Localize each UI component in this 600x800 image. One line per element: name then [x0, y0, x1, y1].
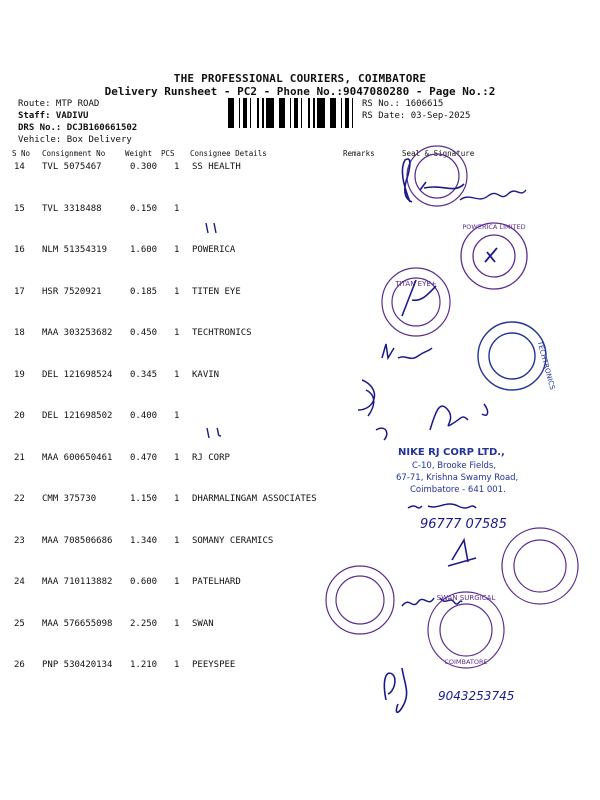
- row-pcs: 1: [174, 286, 180, 297]
- row-consignment: MAA 303253682: [42, 328, 113, 338]
- row-sno: 15: [14, 203, 25, 214]
- row-consignment: MAA 710113882: [42, 577, 113, 587]
- barcode-bar: [352, 98, 353, 128]
- row-consignment: NLM 51354319: [42, 245, 108, 255]
- barcode-bar: [250, 98, 251, 128]
- row-consignment: PNP 530420134: [42, 660, 113, 670]
- row-weight: 0.150: [130, 203, 158, 214]
- row-details: PATELHARD: [192, 577, 241, 587]
- row-sno: 14: [14, 162, 25, 172]
- row-details: TITEN EYE: [192, 286, 241, 297]
- staff-label: Staff: VADIVU: [18, 111, 89, 121]
- signature-row14b: [460, 190, 526, 200]
- barcode-bar: [271, 98, 274, 128]
- row-weight: 1.600: [130, 245, 158, 255]
- col-remarks: Remarks: [343, 149, 375, 158]
- row-sno: 18: [14, 328, 25, 338]
- row-sno: 22: [14, 494, 25, 504]
- barcode-bar: [269, 98, 271, 128]
- col-seal: Seal & Signature: [402, 149, 475, 158]
- barcode-bar: [317, 98, 320, 128]
- row-weight: 0.345: [130, 369, 158, 380]
- col-sno: S No: [12, 149, 31, 158]
- row-sno: 23: [14, 535, 25, 546]
- row-sno: 20: [14, 411, 25, 421]
- col-consignment: Consignment No: [42, 149, 106, 158]
- table-row: [0, 245, 600, 265]
- barcode: [228, 98, 356, 128]
- row-pcs: 1: [174, 535, 180, 546]
- col-details: Consignee Details: [190, 149, 267, 158]
- row-weight: 0.600: [130, 577, 158, 587]
- row-consignment: TVL 3318488: [42, 203, 102, 214]
- table-row: [0, 287, 600, 307]
- row-pcs: 1: [174, 411, 180, 421]
- row-sno: 24: [14, 577, 25, 587]
- row-weight: 2.250: [130, 618, 158, 629]
- row-sno: 16: [14, 245, 25, 255]
- signature-row24: [402, 598, 462, 606]
- row-details: SOMANY CERAMICS: [192, 535, 274, 546]
- row-pcs: 1: [174, 369, 180, 380]
- barcode-bar: [320, 98, 322, 128]
- barcode-bar: [279, 98, 282, 128]
- barcode-bar: [313, 98, 315, 128]
- row-details: POWERICA: [192, 245, 236, 255]
- row-pcs: 1: [174, 162, 180, 172]
- swan-stamp-name: SWAN SURGICAL: [436, 594, 496, 602]
- table-row: [0, 577, 600, 597]
- route-label: Route: MTP ROAD: [18, 99, 100, 109]
- row-consignment: MAA 600650461: [42, 452, 113, 463]
- row-weight: 1.210: [130, 660, 158, 670]
- table-row: [0, 204, 600, 224]
- nike-stamp-addr3: Coimbatore - 641 001.: [410, 485, 506, 495]
- barcode-bar: [308, 98, 310, 128]
- row-pcs: 1: [174, 660, 180, 670]
- table-row: [0, 370, 600, 390]
- row-pcs: 1: [174, 494, 180, 504]
- row-weight: 1.340: [130, 535, 158, 546]
- row-details: TECHTRONICS: [192, 328, 252, 338]
- row-pcs: 1: [174, 452, 180, 463]
- row-weight: 0.400: [130, 411, 158, 421]
- col-pcs: PCS: [161, 149, 175, 158]
- table-row: [0, 162, 600, 182]
- nike-stamp-name: NIKE RJ CORP LTD.,: [398, 447, 505, 458]
- vehicle-label: Vehicle: Box Delivery: [18, 135, 132, 145]
- row-weight: 0.450: [130, 328, 158, 338]
- row-sno: 21: [14, 452, 25, 463]
- barcode-bar: [330, 98, 333, 128]
- swan-stamp-city: COIMBATORE: [444, 658, 488, 666]
- titan-stamp-text: TITAN EYE+: [395, 280, 437, 288]
- barcode-bar: [228, 98, 231, 128]
- row-pcs: 1: [174, 577, 180, 587]
- rs-number: RS No.: 1606615: [362, 99, 444, 109]
- barcode-bar: [348, 98, 349, 128]
- mark-row15: [206, 223, 216, 233]
- barcode-bar: [282, 98, 285, 128]
- table-row: [0, 536, 600, 556]
- barcode-bar: [301, 98, 302, 128]
- row-consignment: CMM 375730: [42, 494, 97, 504]
- rs-date: RS Date: 03-Sep-2025: [362, 111, 471, 121]
- row-pcs: 1: [174, 328, 180, 338]
- drs-label: DRS No.: DCJB160661502: [18, 123, 138, 133]
- row-details: SS HEALTH: [192, 162, 241, 172]
- barcode-bar: [294, 98, 297, 128]
- barcode-bar: [243, 98, 246, 128]
- company-title: THE PROFESSIONAL COURIERS, COIMBATORE: [173, 72, 427, 85]
- row-details: RJ CORP: [192, 452, 230, 463]
- row-details: KAVIN: [192, 369, 220, 380]
- runsheet-title: Delivery Runsheet - PC2 - Phone No.:9047080280 - Page No.:2: [104, 85, 496, 98]
- row-sno: 17: [14, 286, 25, 297]
- barcode-bar: [239, 98, 240, 128]
- row-pcs: 1: [174, 245, 180, 255]
- row-weight: 0.300: [130, 162, 158, 172]
- row-details: SWAN: [192, 618, 214, 629]
- row-sno: 26: [14, 660, 25, 670]
- table-row: [0, 453, 600, 473]
- table-row: [0, 328, 600, 348]
- table-row: [0, 494, 600, 514]
- row-consignment: DEL 121698524: [42, 369, 113, 380]
- row-consignment: TVL 5075467: [42, 162, 102, 172]
- barcode-bar: [231, 98, 234, 128]
- table-row: [0, 411, 600, 431]
- row-sno: 25: [14, 618, 25, 629]
- barcode-bar: [246, 98, 247, 128]
- row-consignment: HSR 7520921: [42, 286, 102, 297]
- row-details: DHARMALINGAM ASSOCIATES: [192, 494, 317, 504]
- barcode-bar: [257, 98, 259, 128]
- barcode-bar: [322, 98, 325, 128]
- row-consignment: MAA 708506686: [42, 535, 113, 546]
- barcode-bar: [341, 98, 342, 128]
- table-row: [0, 619, 600, 639]
- row-consignment: MAA 576655098: [42, 618, 113, 629]
- barcode-bar: [297, 98, 298, 128]
- barcode-bar: [345, 98, 348, 128]
- table-row: [0, 660, 600, 680]
- powerica-stamp-text: POWERICA LIMITED: [462, 223, 526, 231]
- col-weight: Weight: [125, 149, 153, 158]
- row-weight: 1.150: [130, 494, 158, 504]
- barcode-bar: [333, 98, 336, 128]
- row-consignment: DEL 121698502: [42, 411, 113, 421]
- row-weight: 0.470: [130, 452, 158, 463]
- barcode-bar: [262, 98, 264, 128]
- barcode-bar: [290, 98, 291, 128]
- nike-stamp-addr1: C-10, Brooke Fields,: [412, 461, 497, 471]
- row-pcs: 1: [174, 203, 180, 214]
- row-sno: 19: [14, 369, 25, 380]
- handwritten-phone-2: 9043253745: [438, 689, 515, 703]
- row-pcs: 1: [174, 618, 180, 629]
- handwritten-phone-1: 96777 07585: [420, 517, 507, 532]
- row-weight: 0.185: [130, 286, 158, 297]
- tech-stamp-text: TECHTRONICS: [535, 340, 557, 391]
- nike-stamp-addr2: 67-71, Krishna Swamy Road,: [396, 473, 519, 483]
- row-details: PEEYSPEE: [192, 660, 236, 670]
- barcode-bar: [266, 98, 269, 128]
